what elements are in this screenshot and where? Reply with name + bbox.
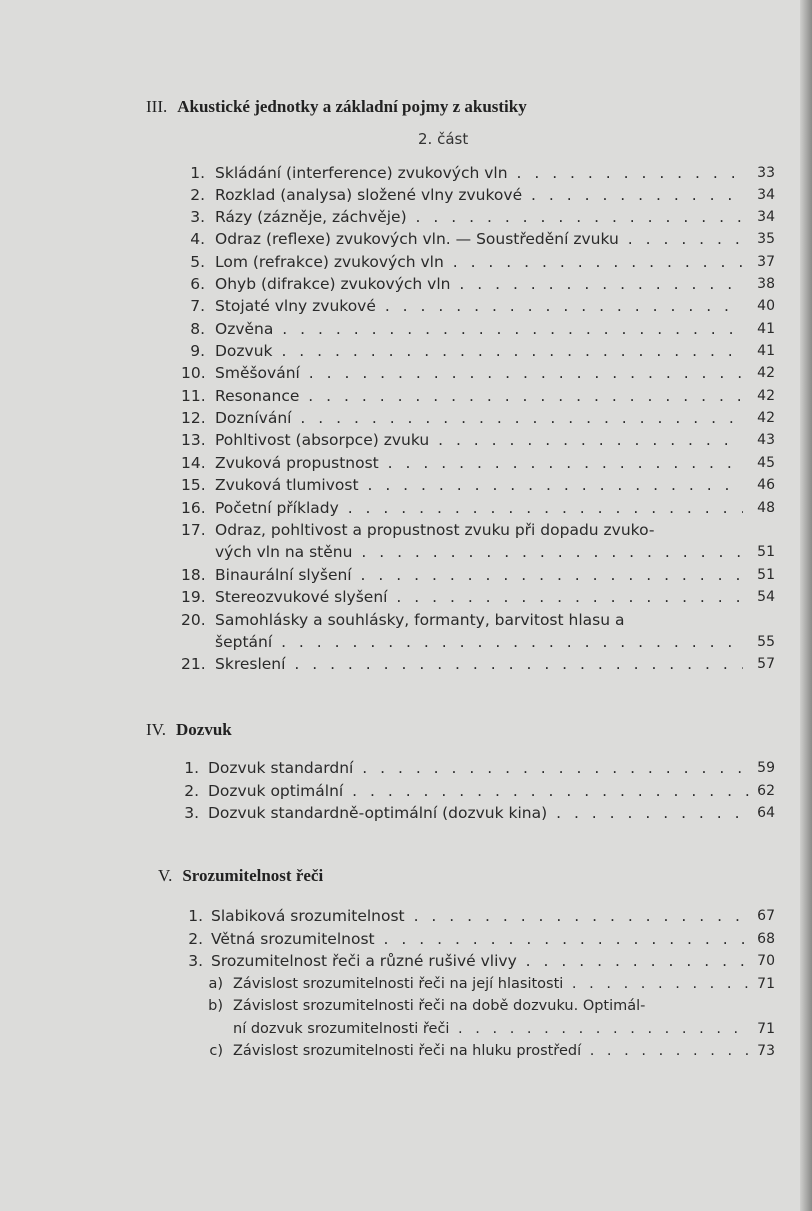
entry-page: 38 xyxy=(757,276,775,292)
entry-number: 2. xyxy=(188,930,203,948)
entry-title: Závislost srozumitelnosti řeči na době dozvuku. Optimál- xyxy=(233,998,646,1014)
entry-title: Dozvuk standardní . . . xyxy=(208,757,750,779)
entry-title: Rázy (zázněje, záchvěje) . . . xyxy=(215,206,743,228)
entry-title: Rozklad (analysa) složené vlny zvukové . . . xyxy=(215,184,743,206)
entry-number: 19. xyxy=(181,588,206,606)
entry-page: 67 xyxy=(757,908,775,924)
entry-number: 3. xyxy=(188,952,203,970)
section-heading: Akustické jednotky a základní pojmy z akustiky xyxy=(177,97,527,116)
entry-page: 46 xyxy=(757,477,775,493)
entry-page: 45 xyxy=(757,455,775,471)
entry-title: Ohyb (difrakce) zvukových vln . . . xyxy=(215,273,743,295)
section-title xyxy=(158,866,323,886)
entry-number: 15. xyxy=(181,476,206,494)
entry-title: Větná srozumitelnost . . . xyxy=(211,928,749,950)
page-edge xyxy=(800,0,812,1211)
entry-page: 41 xyxy=(757,343,775,359)
entry-number: 12. xyxy=(181,409,206,427)
entry-title: Srozumitelnost řeči a různé rušivé vlivy . . . xyxy=(211,950,749,972)
entry-page: 71 xyxy=(757,976,775,992)
entry-page: 51 xyxy=(757,544,775,560)
entry-letter: a) xyxy=(208,976,223,992)
entry-title: Závislost srozumitelnosti řeči na hluku prostředí . . . xyxy=(233,1040,749,1062)
section-title xyxy=(146,97,527,117)
entry-page: 73 xyxy=(757,1043,775,1059)
entry-title: Binaurální slyšení . . . xyxy=(215,564,743,586)
entry-page: 41 xyxy=(757,321,775,337)
entry-page: 34 xyxy=(757,209,775,225)
entry-number: 2. xyxy=(190,186,205,204)
entry-number: 10. xyxy=(181,364,206,382)
entry-page: 43 xyxy=(757,432,775,448)
entry-page: 68 xyxy=(757,931,775,947)
entry-title: Lom (refrakce) zvukových vln . . . xyxy=(215,251,743,273)
entry-title: Odraz, pohltivost a propustnost zvuku při dopadu zvuko- xyxy=(215,521,655,539)
entry-title-continued: šeptání . . . xyxy=(215,631,743,653)
entry-letter: b) xyxy=(208,998,223,1014)
entry-title: Resonance . . . xyxy=(215,385,743,407)
entry-page: 34 xyxy=(757,187,775,203)
entry-number: 7. xyxy=(190,297,205,315)
entry-page: 42 xyxy=(757,365,775,381)
section-subtitle: 2. část xyxy=(418,130,469,148)
entry-page: 57 xyxy=(757,656,775,672)
entry-page: 70 xyxy=(757,953,775,969)
section-number: III. xyxy=(146,97,168,116)
entry-title: Skládání (interference) zvukových vln . . . xyxy=(215,162,743,184)
entry-page: 54 xyxy=(757,589,775,605)
section-heading: Dozvuk xyxy=(176,720,232,739)
entry-number: 16. xyxy=(181,499,206,517)
entry-title: Skreslení . . . xyxy=(215,653,743,675)
entry-title: Stojaté vlny zvukové . . . xyxy=(215,295,743,317)
entry-title-continued: vých vln na stěnu . . . xyxy=(215,541,743,563)
entry-page: 35 xyxy=(757,231,775,247)
entry-number: 2. xyxy=(184,782,199,800)
entry-page: 48 xyxy=(757,500,775,516)
entry-number: 3. xyxy=(190,208,205,226)
entry-number: 5. xyxy=(190,253,205,271)
entry-number: 8. xyxy=(190,320,205,338)
entry-title: Směšování . . . xyxy=(215,362,743,384)
entry-page: 71 xyxy=(757,1021,775,1037)
entry-page: 55 xyxy=(757,634,775,650)
entry-number: 1. xyxy=(188,907,203,925)
entry-title: Závislost srozumitelnosti řeči na její hlasitosti . . . xyxy=(233,973,749,995)
entry-title: Dozvuk standardně-optimální (dozvuk kina) . . . xyxy=(208,802,750,824)
entry-title: Dozvuk optimální . . . xyxy=(208,780,750,802)
entry-number: 13. xyxy=(181,431,206,449)
entry-number: 21. xyxy=(181,655,206,673)
entry-page: 33 xyxy=(757,165,775,181)
entry-page: 42 xyxy=(757,388,775,404)
entry-number: 17. xyxy=(181,521,206,539)
entry-title: Pohltivost (absorpce) zvuku . . . xyxy=(215,429,743,451)
entry-page: 51 xyxy=(757,567,775,583)
section-heading: Srozumitelnost řeči xyxy=(182,866,324,885)
entry-page: 59 xyxy=(757,760,775,776)
entry-page: 42 xyxy=(757,410,775,426)
entry-title: Odraz (reflexe) zvukových vln. — Soustředění zvuku . . . xyxy=(215,228,743,250)
entry-page: 40 xyxy=(757,298,775,314)
entry-title: Doznívání . . . xyxy=(215,407,743,429)
entry-number: 18. xyxy=(181,566,206,584)
entry-number: 1. xyxy=(184,759,199,777)
section-number: IV. xyxy=(146,720,166,739)
entry-title: Zvuková propustnost . . . xyxy=(215,452,743,474)
entry-title: Slabiková srozumitelnost . . . xyxy=(211,905,749,927)
entry-title: Stereozvukové slyšení . . . xyxy=(215,586,743,608)
entry-title: Početní příklady . . . xyxy=(215,497,743,519)
entry-page: 37 xyxy=(757,254,775,270)
entry-number: 14. xyxy=(181,454,206,472)
entry-number: 20. xyxy=(181,611,206,629)
entry-number: 1. xyxy=(190,164,205,182)
entry-page: 62 xyxy=(757,783,775,799)
entry-title: Zvuková tlumivost . . . xyxy=(215,474,743,496)
entry-title: Ozvěna . . . xyxy=(215,318,743,340)
entry-number: 6. xyxy=(190,275,205,293)
entry-page: 64 xyxy=(757,805,775,821)
entry-letter: c) xyxy=(209,1043,223,1059)
entry-number: 4. xyxy=(190,230,205,248)
entry-number: 3. xyxy=(184,804,199,822)
section-number: V. xyxy=(158,866,173,885)
entry-title: Dozvuk . . . xyxy=(215,340,743,362)
entry-title: Samohlásky a souhlásky, formanty, barvitost hlasu a xyxy=(215,611,625,629)
entry-number: 11. xyxy=(181,387,206,405)
entry-title-continued: ní dozvuk srozumitelnosti řeči . . . xyxy=(233,1018,749,1040)
entry-number: 9. xyxy=(190,342,205,360)
section-title xyxy=(146,720,232,740)
